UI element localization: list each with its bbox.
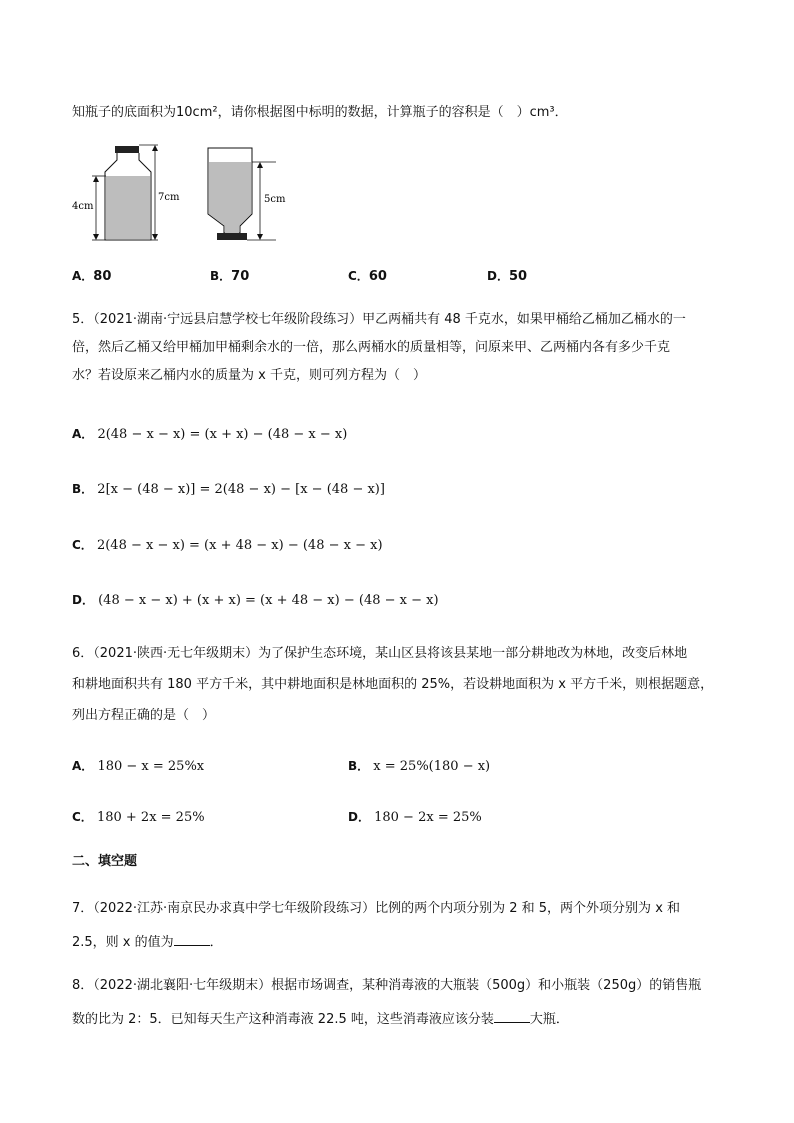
q5-line-1: 5．（2021·湖南·宁远县启慧学校七年级阶段练习）甲乙两桶共有 48 千克水，如果甲桶给乙桶加乙桶水的一 [72,312,686,327]
section-title: 二、填空题 [72,854,138,869]
q4-option-d: D．50 [487,269,528,284]
q5-line-2: 倍，然后乙桶又给甲桶加甲桶剩余水的一倍，那么两桶水的质量相等，问原来甲、乙两桶内各有多少千克 [72,340,671,355]
q4-option-a: A．80 [72,269,112,284]
q6-option-d: D． 180 − 2x = 25% [348,810,482,825]
q5-option-d: D． (48 − x − x) + (x + x) = (x + 48 − x) − (48 − x − x) [72,593,439,608]
label-5cm: 5cm [264,194,286,205]
q4-option-b: B．70 [210,269,250,284]
q4-stem: 知瓶子的底面积为10cm²，请你根据图中标明的数据，计算瓶子的容积是（ ）cm³． [72,105,568,120]
q5-option-b: B． 2[x − (48 − x)] = 2(48 − x) − [x − (48 − x)] [72,482,385,497]
q7-answer-blank[interactable] [174,931,210,946]
label-4cm: 4cm [72,201,94,212]
q6-option-c: C． 180 + 2x = 25% [72,810,205,825]
q8-line-2: 数的比为 2：5．已知每天生产这种消毒液 22.5 吨，这些消毒液应该分装 大瓶． [72,1008,569,1028]
q7-line-2: 2.5，则 x 的值为 ． [72,931,223,951]
q5-line-3: 水？若设原来乙桶内水的质量为 x 千克，则可列方程为（ ） [72,368,426,383]
q5-option-a: A． 2(48 − x − x) = (x + x) − (48 − x − x) [72,427,348,442]
q6-option-b: B． x = 25%(180 − x) [348,759,491,774]
q6-line-3: 列出方程正确的是（ ） [72,708,216,723]
upright-bottle [92,145,158,240]
bottle-figure [70,138,300,248]
q4-option-c: C．60 [348,269,387,284]
q5-option-c: C． 2(48 − x − x) = (x + 48 − x) − (48 − x − x) [72,538,383,553]
q8-answer-blank[interactable] [494,1008,530,1023]
q7-line-1: 7．（2022·江苏·南京民办求真中学七年级阶段练习）比例的两个内项分别为 2 和 5，两个外项分别为 x 和 [72,901,681,916]
q6-line-2: 和耕地面积共有 180 平方千米，其中耕地面积是林地面积的 25%，若设耕地面积为 x 平方千米，则根据题意， [72,677,714,692]
label-7cm: 7cm [158,192,180,203]
q6-line-1: 6．（2021·陕西·无七年级期末）为了保护生态环境，某山区县将该县某地一部分耕地改为林地，改变后林地 [72,646,688,661]
q6-option-a: A． 180 − x = 25%x [72,759,205,774]
q8-line-1: 8．（2022·湖北襄阳·七年级期末）根据市场调查，某种消毒液的大瓶装（500g）和小瓶装（250g）的销售瓶 [72,978,702,993]
